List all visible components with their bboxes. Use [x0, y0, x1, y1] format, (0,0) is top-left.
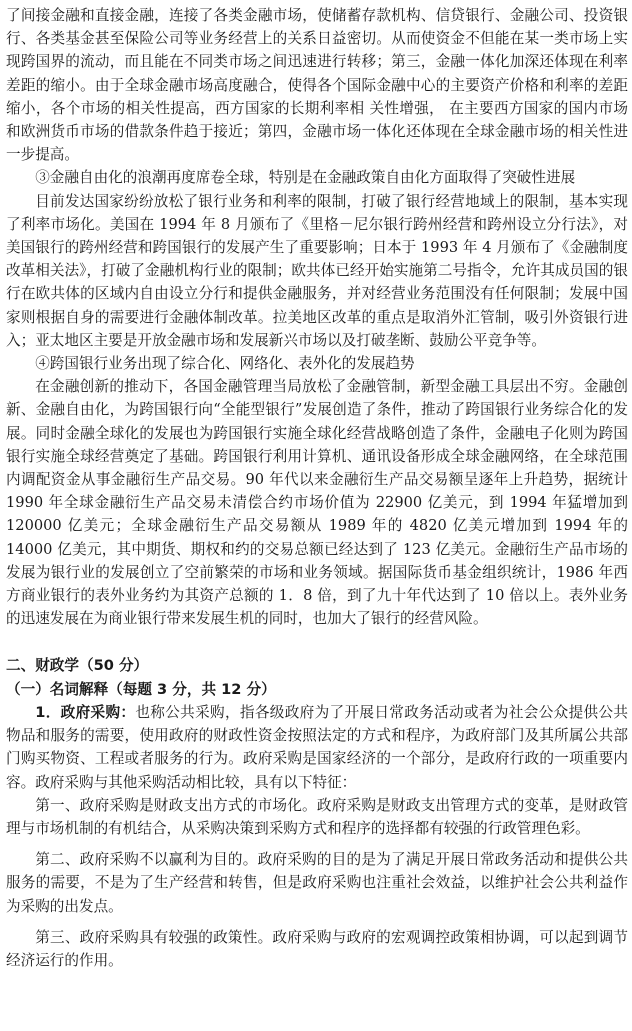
paragraph-financial-integration: 了间接金融和直接金融，连接了各类金融市场，使储蓄存款机构、信贷银行、金融公司、投资银行、各类基金甚至保险公司等业务经营上的关系日益密切。从而使资金不但能在某一类市场上实现跨国界的流动，而且能在不同类市场之间迅速进行转移；第三，金融一体化加深还体现在利率差距的缩小。由于全球金融市场高度融合，使得各个国际金融中心的主要资产价格和利率的差距缩小，各个市场的相关性提高，西方国家的长期利率相 关性增强， 在主要西方国家的国内市场和欧洲货币市场的借款条件趋于接近；第四，金融市场一体化还体现在全球金融市场的相关性进一步提高。 [6, 7, 628, 164]
feature-2: 第二、政府采购不以赢利为目的。政府采购的目的是为了满足开展日常政务活动和提供公共服务的需要，不是为了生产经营和转售，但是政府采购也注重社会效益，以维护社会公共利益作为采购的出发点。 [6, 851, 628, 915]
paragraph-bank-trends: 在金融创新的推动下，各国金融管理当局放松了金融管制，新型金融工具层出不穷。金融创新、金融自由化，为跨国银行向“全能型银行”发展创造了条件，推动了跨国银行业务综合化的发展。同时金融全球化的发展也为跨国银行实施全球化经营战略创造了条件，金融电子化则为跨国银行实施全球经营奠定了基础。跨国银行利用计算机、通讯设备形成全球金融网络，在全球范围内调配资金从事金融衍生产品交易。90 年代以来金融衍生产品交易额呈逐年上升趋势，据统计 1990 年全球金融衍生产品交易未清偿合约市场价值为 22900 亿美元，到 1994 年猛增加到 120000 亿美元；全球金融衍生产品交易额从 1989 年的 4820 亿美元增加到 1994 年的 14000 亿美元，其中期货、期权和约的交易总额已经达到了 123 亿美元。金融衍生产品市场的发展为银行业的发展创立了空前繁荣的市场和业务领域。据国际货币基金组织统计，1986 年西方商业银行的表外业务约为其资产总额的 1．8 倍，到了九十年代达到了 10 倍以上。表外业务的迅速发展在为商业银行带来发展生机的同时，也加大了银行的经营风险。 [6, 378, 628, 628]
term-label: 1．政府采购： [35, 703, 136, 721]
term-definition [6, 701, 628, 794]
section-subtitle: （一）名词解释（每题 3 分，共 12 分） [6, 680, 276, 698]
feature-1: 第一、政府采购是财政支出方式的市场化。政府采购是财政支出管理方式的变革，是财政管理与市场机制的有机结合，从采购决策到采购方式和程序的选择都有较强的行政管理色彩。 [6, 796, 628, 837]
section-spacer [6, 630, 628, 654]
section-title: 二、财政学（50 分） [6, 657, 149, 675]
document-page [6, 4, 628, 972]
item-3-heading: ③金融自由化的浪潮再度席卷全球，特别是在金融政策自由化方面取得了突破性进展 [35, 169, 576, 187]
item-4-heading: ④跨国银行业务出现了综合化、网络化、表外化的发展趋势 [35, 355, 415, 373]
term-text: 也称公共采购，指各级政府为了开展日常政务活动或者为社会公众提供公共物品和服务的需要，使用政府的财政性资金按照法定的方式和程序，为政府部门及其所属公共部门购买物资、工程或者服务的行为。政府采购是国家经济的一个部分，是政府行政的一项重要内容。政府采购与其他采购活动相比较，具有以下特征： [6, 703, 628, 791]
paragraph-liberalization: 目前发达国家纷纷放松了银行业务和利率的限制，打破了银行经营地域上的限制，基本实现了利率市场化。美国在 1994 年 8 月颁布了《里格－尼尔银行跨州经营和跨州设立分行法》，对美国银行的跨州经营和跨国银行的发展产生了重要影响；日本于 1993 年 4 月颁布了《金融制度改革相关法》，打破了金融机构行业的限制；欧共体已经开始实施第二号指令，允许其成员国的银行在欧共体的区域内自由设立分行和提供金融服务，并对经营业务范围没有任何限制；发展中国家则根据自身的需要进行金融体制改革。拉美地区改革的重点是取消外汇管制，吸引外资银行进入；亚太地区主要是开放金融市场和发展新兴市场以及打破垄断、鼓励公平竞争等。 [6, 192, 628, 349]
feature-3: 第三、政府采购具有较强的政策性。政府采购与政府的宏观调控政策相协调，可以起到调节经济运行的作用。 [6, 928, 628, 969]
